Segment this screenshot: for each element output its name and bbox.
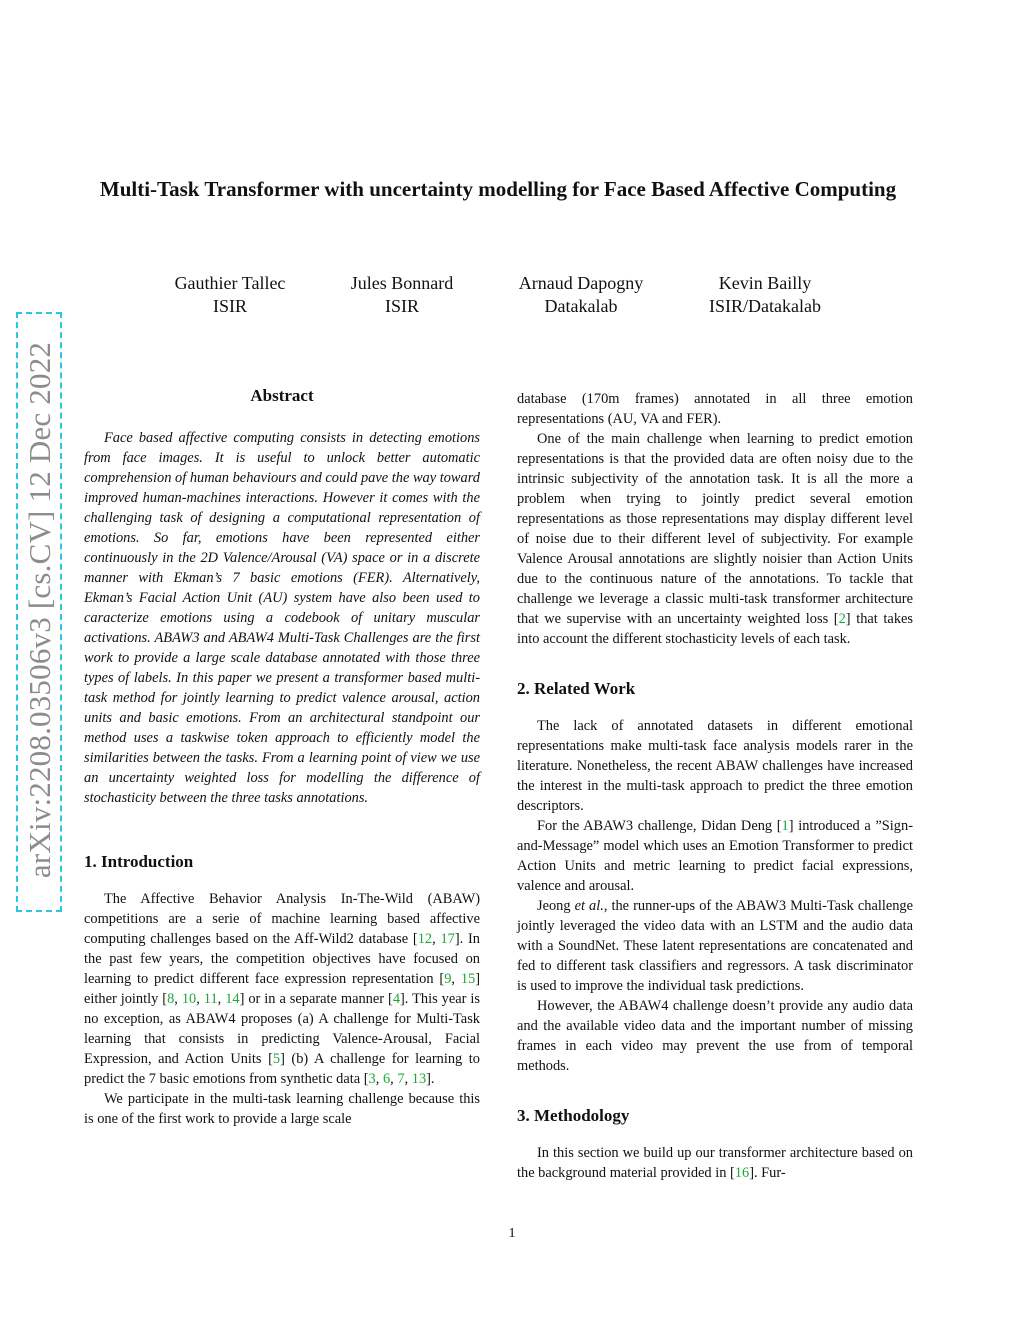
intro-paragraph: One of the main challenge when learning to predict emotion representations is that the provided data are often noisy due to the intrinsic subjectivity of the annotation task. It is all the more a problem when trying to jointly predict several emotion representations as those representations may display different level of noise due to their different level of subjectivity. For example Valence Arousal annotations are slightly noisier than Action Units due to the continuous nature of the annotations. To tackle that challenge we leverage a classic multi-task transformer architecture that we supervise with an uncertainty weighted loss [2] that takes into account the different stochasticity levels of each task. xyxy=(517,431,913,647)
citation-link[interactable]: 3 xyxy=(368,1071,376,1087)
author-name: Arnaud Dapogny xyxy=(518,273,644,293)
right-column xyxy=(517,389,913,1183)
author-affiliation: ISIR xyxy=(212,296,247,316)
citation-link[interactable]: 4 xyxy=(392,991,401,1007)
citation-link[interactable]: 6 xyxy=(382,1071,391,1087)
abstract-heading: Abstract xyxy=(250,386,314,405)
citation-link[interactable]: 9 xyxy=(444,971,452,987)
arxiv-identifier[interactable]: arXiv:2208.03506v3 [cs.CV] 12 Dec 2022 xyxy=(22,341,57,879)
citation-link[interactable]: 10 xyxy=(181,991,197,1007)
author-affiliation: Datakalab xyxy=(544,296,618,316)
section-heading-related-work: 2. Related Work xyxy=(517,679,636,698)
author-affiliation: ISIR/Datakalab xyxy=(709,296,821,316)
citation-link[interactable]: 2 xyxy=(838,611,846,627)
citation-link[interactable]: 8 xyxy=(167,991,175,1007)
paper-title: Multi-Task Transformer with uncertainty modelling for Face Based Affective Computing xyxy=(99,177,897,201)
section-heading-introduction: 1. Introduction xyxy=(84,852,194,871)
author-block xyxy=(690,272,840,318)
citation-link[interactable]: 17 xyxy=(440,931,455,947)
abstract-text: Face based affective computing consists in detecting emotions from face images. It is useful to unlock better automatic comprehension of human behaviours and could pave the way toward improved human-machines interactions. However it comes with the challenging task of designing a computational representation of emotions. So far, emotions have been represented either continuously in the 2D Valence/Arousal (VA) space or in a discrete manner with Ekman’s 7 basic emotions (FER). Alternatively, Ekman’s Facial Action Unit (AU) system have also been used to caracterize emotions using a codebook of unitary muscular activations. ABAW3 and ABAW4 Multi-Task Challenges are the first work to provide a large scale database annotated with those three types of labels. In this paper we present a transformer based multi-task method for jointly learning to predict valence arousal, action units and basic emotions. From an architectural standpoint our method uses a taskwise token approach to efficiently model the similarities between the tasks. From a learning point of view we use an uncertainty weighted loss for modelling the difference of stochasticity between the three tasks annotations. xyxy=(84,430,480,806)
related-paragraph: For the ABAW3 challenge, Didan Deng [1] introduced a ”Sign-and-Message” model which uses an Emotion Transformer to predict Action Units and metric learning to predict facial expressions, valence and arousal. xyxy=(517,818,913,894)
intro-paragraph: We participate in the multi-task learning challenge because this is one of the first work to provide a large scale xyxy=(84,1091,480,1127)
citation-link[interactable]: 12 xyxy=(417,931,433,947)
intro-paragraph: The Affective Behavior Analysis In-The-Wild (ABAW) competitions are a serie of machine learning based affective computing challenges based on the Aff-Wild2 database [12, 17]. In the past few years, the competition objectives have focused on learning to predict different face expression representation [9, 15] either jointly [8, 10, 11, 14] or in a separate manner [4]. This year is no exception, as ABAW4 proposes (a) A challenge for Multi-Task learning that consists in predicting Valence-Arousal, Facial Expression, and Action Units [5] (b) A challenge for learning to predict the 7 basic emotions from synthetic data [3, 6, 7, 13]. xyxy=(84,891,481,1087)
citation-link[interactable]: 13 xyxy=(411,1071,427,1087)
citation-link[interactable]: 11 xyxy=(203,991,218,1007)
author-affiliation: ISIR xyxy=(384,296,419,316)
citation-link[interactable]: 7 xyxy=(397,1071,405,1087)
author-name: Jules Bonnard xyxy=(350,273,454,293)
author-name: Gauthier Tallec xyxy=(174,273,286,293)
page-number: 1 xyxy=(508,1226,516,1241)
related-paragraph: The lack of annotated datasets in different emotional representations make multi-task face analysis models rarer in the literature. Nonetheless, the recent ABAW challenges have increased the interest in the multi-task approach to predict the three emotion descriptors. xyxy=(517,718,913,814)
author-block xyxy=(500,272,662,318)
citation-link[interactable]: 1 xyxy=(781,818,789,834)
related-paragraph: Jeong et al., the runner-ups of the ABAW3 Multi-Task challenge jointly leveraged the video data with an LSTM and the audio data with a SoundNet. These latent representations are concatenated and fed to different task classifiers and regressors. A task discriminator is used to improve the individual task predictions. xyxy=(517,898,914,994)
citation-link[interactable]: 5 xyxy=(272,1051,281,1067)
related-paragraph: However, the ABAW4 challenge doesn’t provide any audio data and the available video data and the important number of missing frames in each video may prevent the use from of temporal methods. xyxy=(517,998,913,1074)
method-paragraph: In this section we build up our transformer architecture based on the background material provided in [16]. Fur- xyxy=(517,1145,913,1181)
citation-link[interactable]: 15 xyxy=(460,971,476,987)
citation-link[interactable]: 16 xyxy=(734,1165,750,1181)
left-column xyxy=(84,386,480,1129)
author-name: Kevin Bailly xyxy=(718,273,812,293)
author-block xyxy=(160,272,300,318)
section-heading-methodology: 3. Methodology xyxy=(517,1106,630,1125)
intro-paragraph-continued: database (170m frames) annotated in all three emotion representations (AU, VA and FER). xyxy=(517,391,913,427)
author-block xyxy=(332,272,472,318)
citation-link[interactable]: 14 xyxy=(225,991,240,1007)
